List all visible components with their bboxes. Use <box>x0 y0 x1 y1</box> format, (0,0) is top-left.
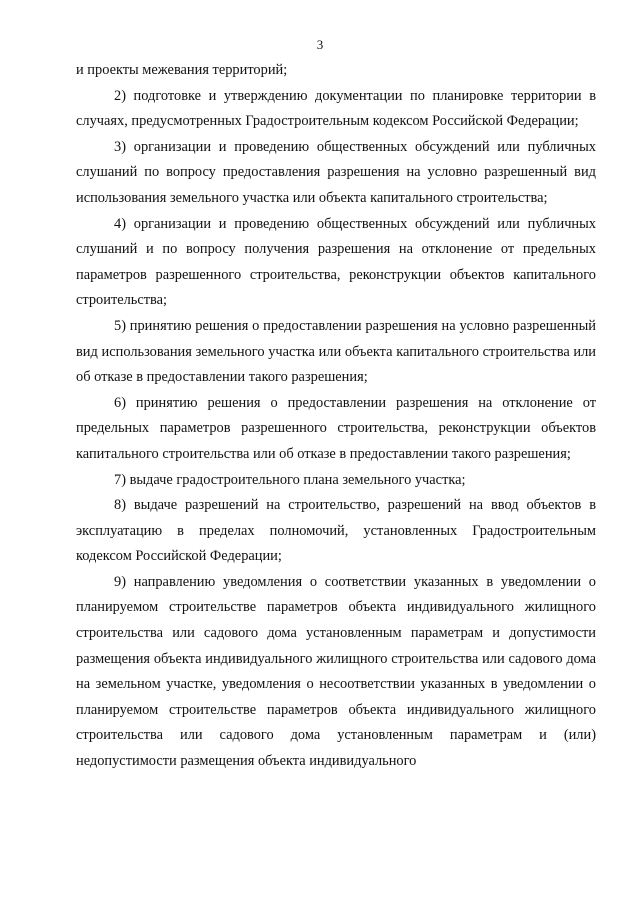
paragraph-item-2: 2) подготовке и утверждению документации по планировке территории в случаях, предусмотренных Градостроительным кодексом Российской Федерации; <box>76 87 596 130</box>
paragraph-item-6: 6) принятию решения о предоставлении разрешения на отклонение от предельных параметров разрешенного строительства, реконструкции объектов капитального строительства или об отказе в предоставлении такого разрешения; <box>76 394 596 462</box>
paragraph-item-9: 9) направлению уведомления о соответствии указанных в уведомлении о планируемом строительстве параметров объекта индивидуального жилищного строительства или садового дома установленным параметрам и допустимости размещения объекта индивидуального жилищного строительства или садового дома на земельном участке, уведомления о несоответствии указанных в уведомлении о планируемом строительстве параметров объекта индивидуального жилищного строительства или садового дома установленным параметрам и (или) недопустимости размещения объекта индивидуального <box>76 573 596 770</box>
paragraph-item-3: 3) организации и проведению общественных обсуждений или публичных слушаний по вопросу предоставления разрешения на условно разрешенный вид использования земельного участка или объекта капитального строительства; <box>76 138 596 206</box>
paragraph-item-8: 8) выдаче разрешений на строительство, разрешений на ввод объектов в эксплуатацию в пределах полномочий, установленных Градостроительным кодексом Российской Федерации; <box>76 497 596 565</box>
page-number: 3 <box>316 37 324 52</box>
paragraph-item-7: 7) выдаче градостроительного плана земельного участка; <box>114 471 466 488</box>
paragraph-continuation: и проекты межевания территорий; <box>76 62 288 78</box>
paragraph-item-5: 5) принятию решения о предоставлении разрешения на условно разрешенный вид использования земельного участка или объекта капитального строительства или об отказе в предоставлении такого разрешения; <box>76 317 596 386</box>
paragraph-item-4: 4) организации и проведению общественных обсуждений или публичных слушаний и по вопросу получения разрешения на отклонение от предельных параметров разрешенного строительства, реконструкции объектов капитального строительства; <box>76 215 596 309</box>
document-body <box>76 58 596 775</box>
